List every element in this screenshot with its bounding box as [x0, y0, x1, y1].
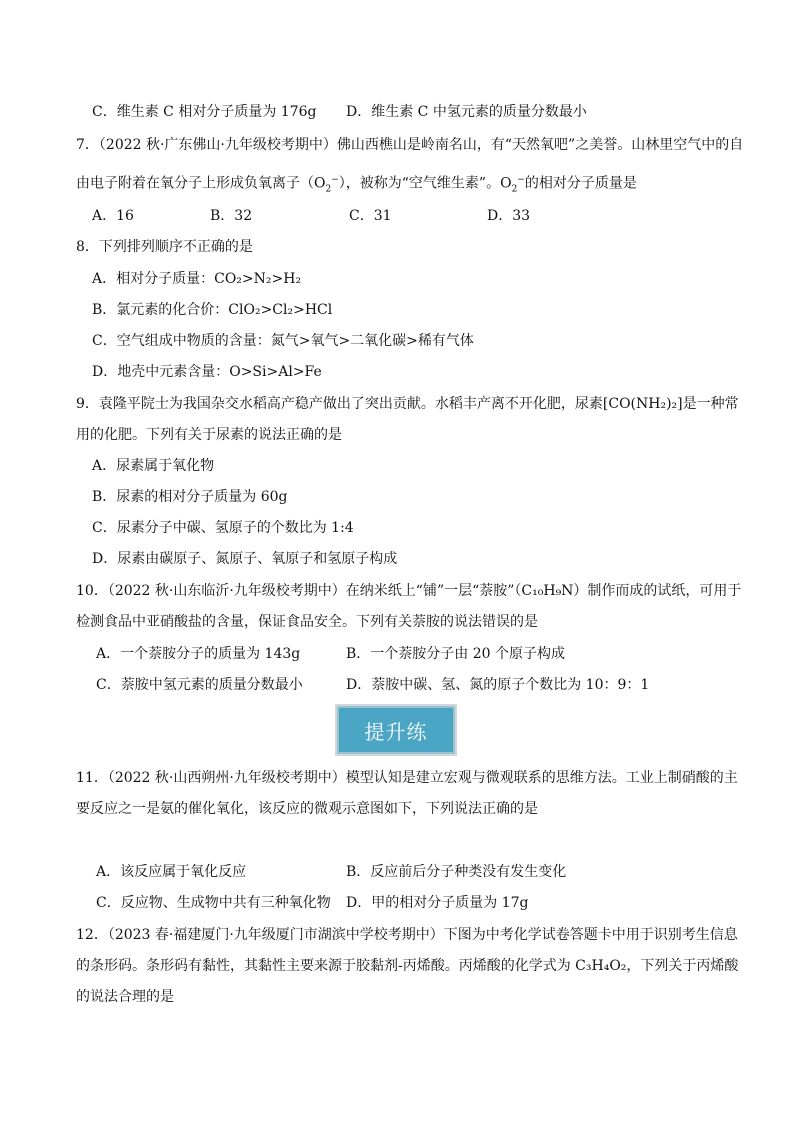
- q7-option-c: C．31: [349, 208, 392, 224]
- q7-stem-line1: 7．（2022 秋·广东佛山·九年级校考期中）佛山西樵山是岭南名山，有“天然氧吧”之美誉。山林里空气中的自: [76, 137, 744, 153]
- q10-stem-line2: 检测食品中亚硝酸盐的含量，保证食品安全。下列有关萘胺的说法错误的是: [76, 614, 538, 630]
- q9-option-b: B．尿素的相对分子质量为 60g: [92, 489, 288, 505]
- q10-stem-line1: 10．（2022 秋·山东临沂·九年级校考期中）在纳米纸上“铺”一层“萘胺”（C₁₀H₉N）制作而成的试纸，可用于: [76, 583, 742, 599]
- q8-stem: 8．下列排列顺序不正确的是: [76, 239, 253, 255]
- q8-option-a: A．相对分子质量：CO₂>N₂>H₂: [92, 271, 302, 287]
- q11-stem-line2: 要反应之一是氨的催化氧化，该反应的微观示意图如下，下列说法正确的是: [76, 801, 538, 817]
- q10-option-c: C．萘胺中氢元素的质量分数最小: [96, 677, 303, 693]
- section-banner: 提升练: [335, 704, 457, 756]
- q11-option-d: D．甲的相对分子质量为 17g: [346, 895, 529, 911]
- q6-option-d: D．维生素 C 中氢元素的质量分数最小: [346, 104, 587, 120]
- ion-sub: 2: [325, 184, 332, 195]
- q11-option-a: A．该反应属于氧化反应: [96, 864, 247, 880]
- q6-option-c: C．维生素 C 相对分子质量为 176g: [92, 104, 317, 120]
- ion-sup-2: −: [517, 175, 525, 185]
- q10-option-d: D．萘胺中碳、氢、氮的原子个数比为 10：9：1: [346, 677, 650, 693]
- q9-stem-line2: 用的化肥。下列有关于尿素的说法正确的是: [76, 427, 342, 443]
- q9-option-a: A．尿素属于氧化物: [92, 458, 215, 474]
- q10-option-a: A．一个萘胺分子的质量为 143g: [96, 646, 301, 662]
- q8-option-d: D．地壳中元素含量：O>Si>Al>Fe: [92, 364, 322, 380]
- q12-stem-line3: 的说法合理的是: [76, 989, 174, 1005]
- q7-text-a: 由电子附着在氧分子上形成负氧离子（O: [76, 175, 326, 192]
- q8-option-c: C．空气组成中物质的含量：氮气>氧气>二氧化碳>稀有气体: [92, 333, 474, 349]
- q7-stem-line2: [76, 171, 637, 198]
- ion-sup: −: [331, 175, 339, 185]
- q9-option-d: D．尿素由碳原子、氮原子、氧原子和氢原子构成: [92, 551, 398, 567]
- q11-option-c: C．反应物、生成物中共有三种氧化物: [96, 895, 331, 911]
- q10-option-b: B．一个萘胺分子由 20 个原子构成: [346, 646, 566, 662]
- q12-stem-line2: 的条形码。条形码有黏性，其黏性主要来源于胶黏剂-丙烯酸。丙烯酸的化学式为 C₃H₄O₂，下列关于丙烯酸: [76, 958, 739, 974]
- q9-stem-line1: 9．袁隆平院士为我国杂交水稻高产稳产做出了突出贡献。水稻丰产离不开化肥，尿素[CO(NH₂)₂]是一种常: [76, 396, 739, 412]
- q8-option-b: B．氯元素的化合价：ClO₂>Cl₂>HCl: [92, 302, 333, 318]
- q7-option-d: D．33: [487, 208, 531, 224]
- q12-stem-line1: 12．（2023 春·福建厦门·九年级厦门市湖滨中学校考期中）下图为中考化学试卷答题卡中用于识别考生信息: [76, 927, 738, 943]
- q7-text-b: ），被称为“空气维生素”。O: [338, 175, 512, 192]
- ion-sub-2: 2: [511, 184, 518, 195]
- q11-stem-line1: 11．（2022 秋·山西朔州·九年级校考期中）模型认知是建立宏观与微观联系的思维方法。工业上制硝酸的主: [76, 770, 738, 786]
- q7-text-c: 的相对分子质量是: [524, 175, 637, 192]
- q9-option-c: C．尿素分子中碳、氢原子的个数比为 1:4: [92, 520, 354, 536]
- q7-option-a: A．16: [92, 208, 134, 224]
- q7-option-b: B．32: [210, 208, 253, 224]
- q11-option-b: B．反应前后分子种类没有发生变化: [346, 864, 567, 880]
